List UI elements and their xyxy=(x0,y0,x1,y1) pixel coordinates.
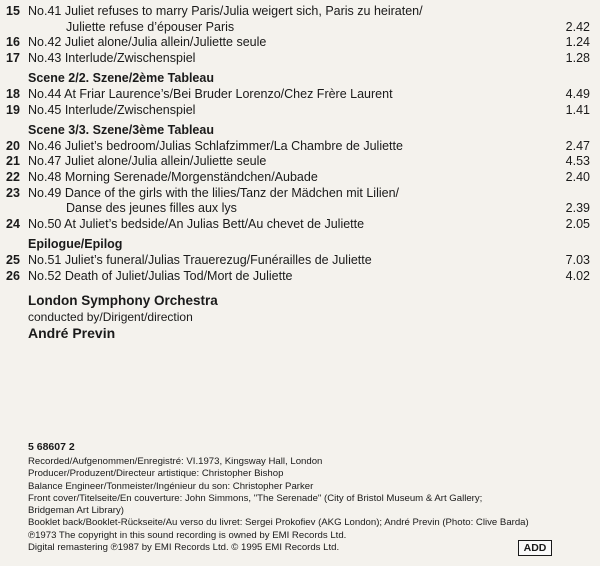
track-number: 24 xyxy=(6,216,20,231)
track-duration: 2.05 xyxy=(565,216,590,231)
track-title: No.47 Juliet alone/Julia allein/Juliette seule xyxy=(28,154,267,169)
track-title: No.52 Death of Juliet/Julias Tod/Mort de Juliette xyxy=(28,268,293,283)
track-number: 18 xyxy=(6,86,20,101)
track-duration: 4.02 xyxy=(565,268,590,283)
track-title: No.49 Dance of the girls with the lilies/Tanz der Mädchen mit Lilien/ xyxy=(28,185,400,200)
track-duration: 4.49 xyxy=(565,86,590,101)
track-duration: 7.03 xyxy=(565,252,590,267)
track-duration: 4.53 xyxy=(565,154,590,169)
scene-2-heading: Scene 2/2. Szene/2ème Tableau xyxy=(28,71,214,86)
track-number: 16 xyxy=(6,35,20,50)
track-row-19 xyxy=(6,103,590,119)
remastering-line: Digital remastering ℗1987 by EMI Records Ltd. © 1995 EMI Records Ltd. xyxy=(28,542,340,554)
front-cover-line-cont: Bridgeman Art Library) xyxy=(28,505,124,517)
track-title: No.46 Juliet’s bedroom/Julias Schlafzimmer/La Chambre de Juliette xyxy=(28,138,403,153)
track-title: No.48 Morning Serenade/Morgenständchen/Aubade xyxy=(28,169,318,184)
performer-credits xyxy=(28,292,218,342)
booklet-back-line: Booklet back/Booklet-Rückseite/Au verso du livret: Sergei Prokofiev (AKG London); André Previn (Photo: Clive Barda) xyxy=(28,517,529,529)
track-number: 19 xyxy=(6,102,20,117)
copyright-line: ℗1973 The copyright in this sound recording is owned by EMI Records Ltd. xyxy=(28,529,347,541)
engineer-line: Balance Engineer/Tonmeister/Ingénieur du son: Christopher Parker xyxy=(28,480,314,492)
track-number: 21 xyxy=(6,154,20,169)
track-duration: 1.24 xyxy=(565,35,590,50)
add-badge: ADD xyxy=(518,540,552,556)
track-row-15-cont xyxy=(6,20,590,36)
epilogue-heading: Epilogue/Epilog xyxy=(28,237,123,252)
track-duration: 1.41 xyxy=(565,102,590,117)
track-title: No.44 At Friar Laurence’s/Bei Bruder Lorenzo/Chez Frère Laurent xyxy=(28,86,393,101)
track-row-26 xyxy=(6,269,590,285)
track-duration: 2.40 xyxy=(565,169,590,184)
track-title: No.42 Juliet alone/Julia allein/Juliette seule xyxy=(28,35,267,50)
producer-line: Producer/Produzent/Directeur artistique: Christopher Bishop xyxy=(28,468,284,480)
track-row-16 xyxy=(6,35,590,51)
track-number: 15 xyxy=(6,4,20,18)
track-number: 26 xyxy=(6,268,20,283)
track-number: 22 xyxy=(6,169,20,184)
track-row-23 xyxy=(6,186,590,202)
track-title: No.50 At Juliet’s bedside/An Julias Bett/Au chevet de Juliette xyxy=(28,216,365,231)
catalog-number: 5 68607 2 xyxy=(28,441,75,453)
track-row-25 xyxy=(6,253,590,269)
track-number: 20 xyxy=(6,138,20,153)
recorded-line: Recorded/Aufgenommen/Enregistré: VI.1973, Kingsway Hall, London xyxy=(28,456,323,467)
track-duration: 1.28 xyxy=(565,50,590,65)
track-row-24 xyxy=(6,217,590,233)
track-list xyxy=(6,4,590,284)
track-row-15 xyxy=(6,4,590,20)
track-title: No.41 Juliet refuses to marry Paris/Julia weigert sich, Paris zu heiraten/ xyxy=(28,4,423,18)
conductor-name: André Previn xyxy=(28,325,116,341)
track-row-17 xyxy=(6,51,590,67)
track-duration: 2.47 xyxy=(565,138,590,153)
track-row-21 xyxy=(6,154,590,170)
track-title-continuation: Juliette refuse d’épouser Paris xyxy=(66,19,235,34)
front-cover-line: Front cover/Titelseite/En couverture: John Simmons, "The Serenade" (City of Bristol Museum & Art Gallery; xyxy=(28,492,483,504)
track-number: 17 xyxy=(6,50,20,65)
track-title: No.45 Interlude/Zwischenspiel xyxy=(28,102,196,117)
track-number: 23 xyxy=(6,185,20,200)
track-duration: 2.39 xyxy=(565,201,590,216)
orchestra-name: London Symphony Orchestra xyxy=(28,293,218,308)
track-duration: 2.42 xyxy=(565,19,590,34)
track-title-continuation: Danse des jeunes filles aux lys xyxy=(66,201,237,216)
scene-3-heading: Scene 3/3. Szene/3ème Tableau xyxy=(28,123,214,138)
conducted-by-label: conducted by/Dirigent/direction xyxy=(28,310,193,324)
track-number: 25 xyxy=(6,252,20,267)
track-title: No.43 Interlude/Zwischenspiel xyxy=(28,50,196,65)
track-row-23-cont xyxy=(6,201,590,217)
track-row-18 xyxy=(6,87,590,103)
liner-notes xyxy=(28,441,588,554)
track-row-22 xyxy=(6,170,590,186)
track-row-20 xyxy=(6,139,590,155)
track-title: No.51 Juliet’s funeral/Julias Trauerezug/Funérailles de Juliette xyxy=(28,252,372,267)
